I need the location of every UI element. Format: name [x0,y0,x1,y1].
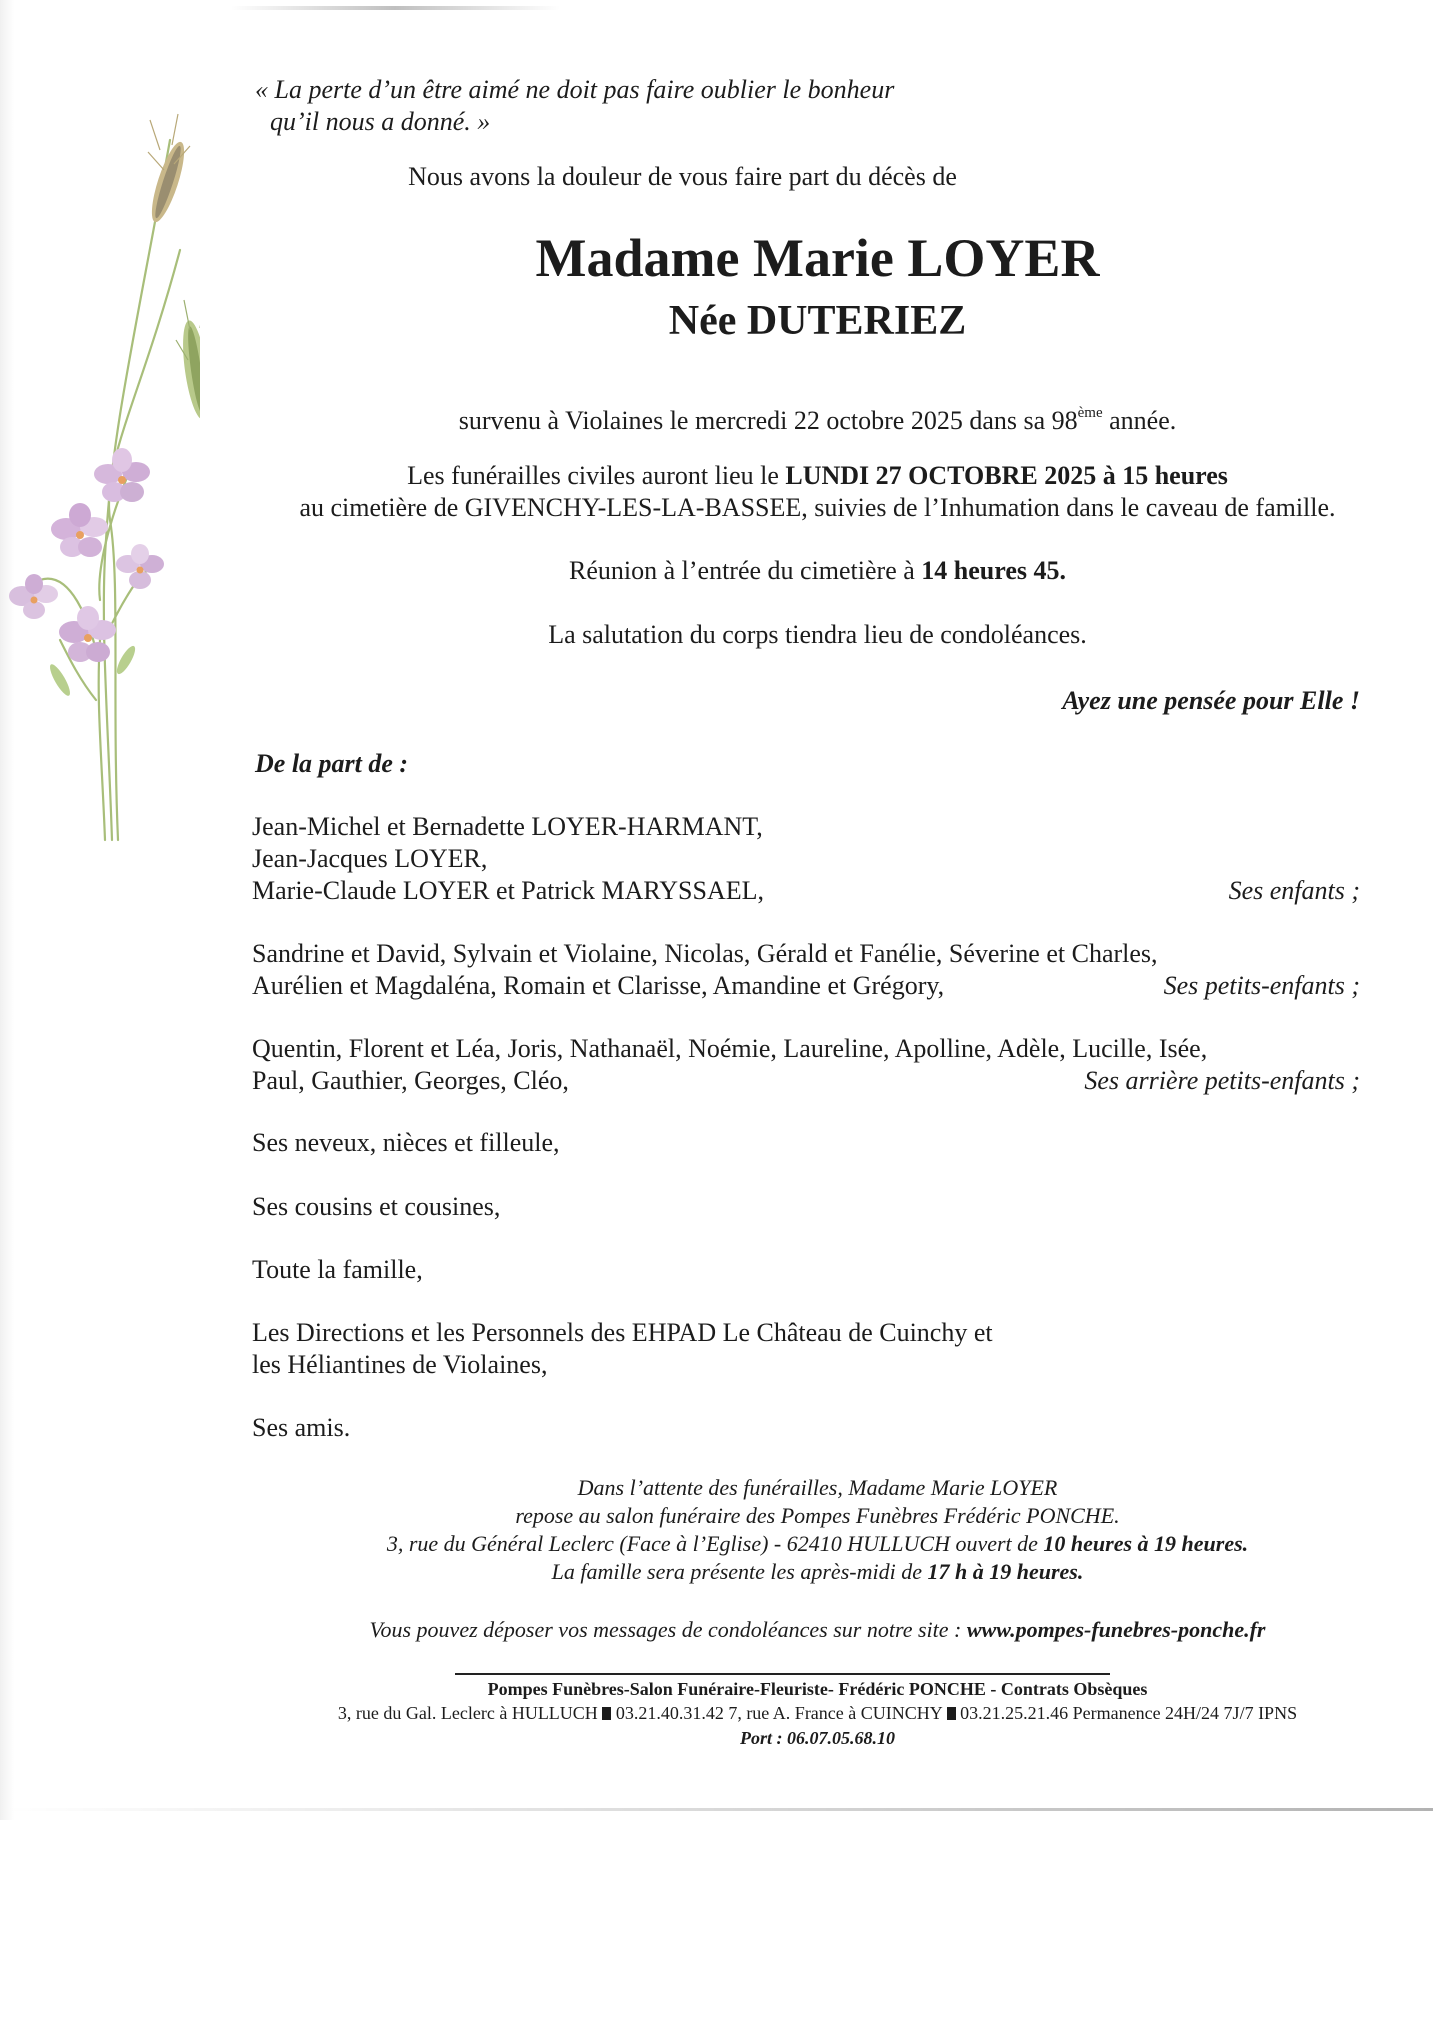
footer-phone-2: 03.21.25.21.46 [960,1703,1069,1723]
funeral-date: LUNDI 27 OCTOBRE 2025 à 15 heures [785,461,1228,490]
nephews-line: Ses neveux, nièces et filleule, [252,1128,560,1157]
violet-flower-icon [51,503,108,557]
footer-address-2: 7, rue A. France à CUINCHY [728,1703,943,1723]
condolences-line [200,1616,1433,1644]
intro-text: Nous avons la douleur de vous faire part du décès de [408,162,957,191]
wheat-ear-icon [176,296,200,421]
violet-flower-icon [94,448,150,502]
family-hours: 17 h à 19 heures. [927,1559,1084,1584]
footer-company: Pompes Funèbres-Salon Funéraire-Fleuriste- Frédéric PONCHE - Contrats Obsèques [487,1679,1148,1699]
wheat-ear-icon [146,114,191,225]
grandchildren-label: Ses petits-enfants ; [1163,971,1360,1000]
funeral-line-1 [385,460,1250,492]
footer-address-1: 3, rue du Gal. Leclerc à HULLUCH [337,1703,598,1723]
cousins-line: Ses cousins et cousines, [252,1192,501,1221]
death-suffix: année. [1109,406,1177,435]
deceased-name: Madame Marie LOYER [535,228,1100,288]
meeting-line [385,555,1250,587]
ehpad-line-1: Les Directions et les Personnels des EHPAD Le Château de Cuinchy et [252,1318,993,1347]
grandchildren-line-2: Aurélien et Magdaléna, Romain et Clarisse, Amandine et Grégory, [252,971,945,1000]
quote-line-2: qu’il nous a donné. » [270,107,491,136]
family-presence: La famille sera présente les après-midi de [551,1559,928,1584]
waiting-line-2: repose au salon funéraire des Pompes Funèbres Frédéric PONCHE. [515,1503,1120,1528]
death-announcement [385,397,1250,437]
funeral-intro: Les funérailles civiles auront lieu le [407,461,786,490]
waiting-line-3 [200,1530,1433,1558]
scan-bottom-edge [0,1808,1433,1811]
footer-permanence: Permanence 24H/24 7J/7 IPNS [1072,1703,1298,1723]
footer-mobile: Port : 06.07.05.68.10 [740,1728,895,1748]
grandchildren-line-1: Sandrine et David, Sylvain et Violaine, Nicolas, Gérald et Fanélie, Séverine et Charles, [252,939,1158,968]
footer-phone-1: 03.21.40.31.42 [615,1703,724,1723]
salon-hours: 10 heures à 19 heures. [1043,1531,1249,1556]
salutation-line: La salutation du corps tiendra lieu de condoléances. [548,620,1087,649]
from-label: De la part de : [255,749,409,778]
children-label: Ses enfants ; [1228,876,1360,905]
great-grandchildren-line-2: Paul, Gauthier, Georges, Cléo, [252,1066,569,1095]
family-line: Toute la famille, [252,1255,423,1284]
wheat-stem [109,250,180,840]
great-grandchildren-line-1: Quentin, Florent et Léa, Joris, Nathanaël, Noémie, Laureline, Apolline, Adèle, Lucille, Isée, [252,1034,1208,1063]
children-line-1: Jean-Michel et Bernadette LOYER-HARMANT, [252,812,763,841]
violet-flower-icon [116,544,164,589]
condolences-text: Vous pouvez déposer vos messages de condoléances sur notre site : [369,1617,967,1642]
death-ordinal: ème [1077,405,1103,421]
floral-illustration [0,100,200,860]
waiting-line-1: Dans l’attente des funérailles, Madame Marie LOYER [577,1475,1058,1500]
waiting-line-4 [200,1558,1433,1586]
meeting-time: 14 heures 45. [921,556,1066,585]
quote-line-1: « La perte d’un être aimé ne doit pas faire oublier le bonheur [255,75,895,104]
phone-icon [947,1707,956,1720]
footer-divider [455,1673,1110,1675]
footer-contacts [200,1701,1433,1725]
thought-line: Ayez une pensée pour Elle ! [1062,686,1360,715]
phone-icon [602,1707,611,1720]
children-line-3: Marie-Claude LOYER et Patrick MARYSSAEL, [252,876,764,905]
condolences-url[interactable]: www.pompes-funebres-ponche.fr [966,1617,1266,1642]
death-text: survenu à Violaines le mercredi 22 octobre 2025 dans sa 98 [458,406,1078,435]
great-grandchildren-label: Ses arrière petits-enfants ; [1084,1066,1360,1095]
ehpad-line-2: les Héliantines de Violaines, [252,1350,548,1379]
violet-flower-icon [9,574,58,619]
funeral-line-2: au cimetière de GIVENCHY-LES-LA-BASSEE, suivies de l’Inhumation dans le caveau de famille. [299,493,1336,522]
children-line-2: Jean-Jacques LOYER, [252,844,488,873]
friends-line: Ses amis. [252,1413,351,1442]
maiden-name: Née DUTERIEZ [668,298,967,344]
meeting-text: Réunion à l’entrée du cimetière à [569,556,922,585]
salon-address: 3, rue du Général Leclerc (Face à l’Eglise) - 62410 HULLUCH ouvert de [386,1531,1044,1556]
scan-top-mark [230,6,560,10]
